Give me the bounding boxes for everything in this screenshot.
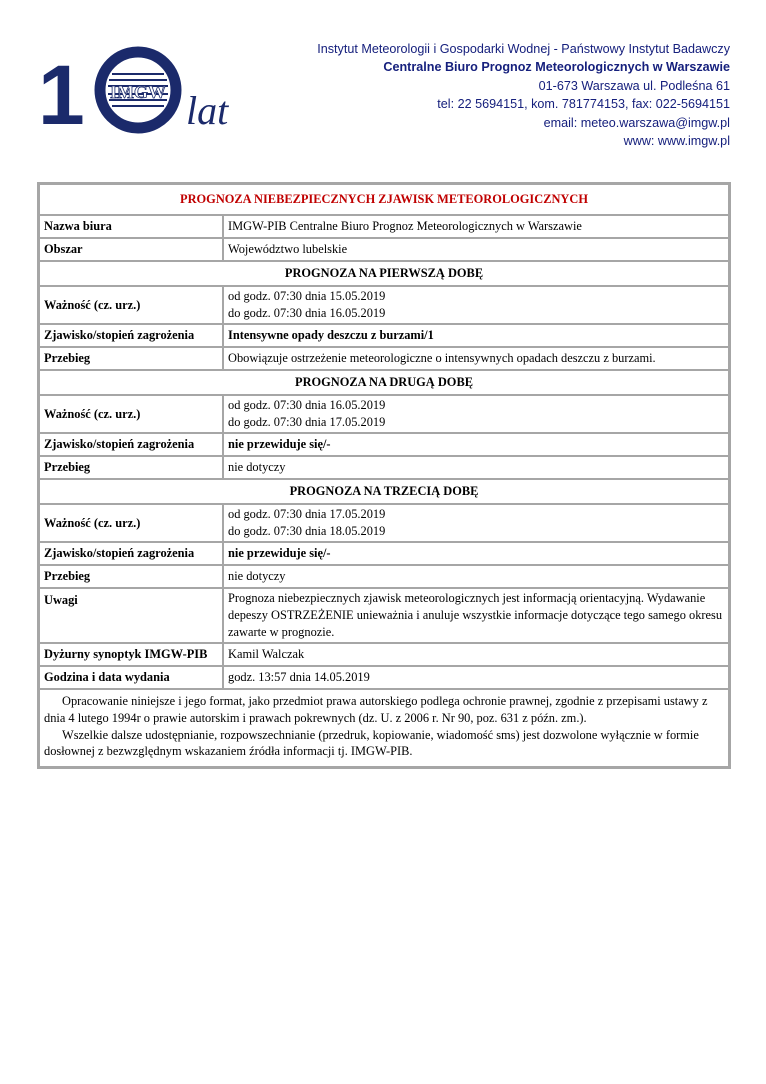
institute-name: Instytut Meteorologii i Gospodarki Wodnej - Państwowy Instytut Badawczy	[317, 42, 730, 56]
imgw-100-years-logo	[38, 44, 238, 134]
forecast-table	[37, 182, 731, 769]
remarks-label: Uwagi	[39, 588, 223, 643]
phone-fax: tel: 22 5694151, kom. 781774153, fax: 022-5694151	[437, 97, 730, 112]
issued-value: godz. 13:57 dnia 14.05.2019	[223, 666, 729, 689]
logo-script-text: lat	[186, 88, 229, 133]
day1-header: PROGNOZA NA PIERWSZĄ DOBĘ	[39, 261, 729, 286]
day3-phenomenon-label: Zjawisko/stopień zagrożenia	[39, 542, 223, 565]
day2-phenomenon-value: nie przewiduje się/-	[223, 433, 729, 456]
office-label: Nazwa biura	[39, 215, 223, 238]
email[interactable]: email: meteo.warszawa@imgw.pl	[543, 115, 730, 130]
day3-validity-value	[223, 504, 729, 542]
forecaster-value: Kamil Walczak	[223, 643, 729, 666]
day1-course-value: Obowiązuje ostrzeżenie meteorologiczne o intensywnych opadach deszczu z burzami.	[223, 347, 729, 370]
day1-course-label: Przebieg	[39, 347, 223, 370]
day2-header: PROGNOZA NA DRUGĄ DOBĘ	[39, 370, 729, 395]
institute-info	[250, 40, 730, 150]
office-name: Centralne Biuro Prognoz Meteorologicznych w Warszawie	[383, 60, 730, 75]
day3-header: PROGNOZA NA TRZECIĄ DOBĘ	[39, 479, 729, 504]
day3-course-value: nie dotyczy	[223, 565, 729, 588]
day3-phenomenon-value: nie przewiduje się/-	[223, 542, 729, 565]
address: 01-673 Warszawa ul. Podleśna 61	[538, 78, 730, 93]
day2-course-value: nie dotyczy	[223, 456, 729, 479]
day1-phenomenon-label: Zjawisko/stopień zagrożenia	[39, 324, 223, 347]
office-value: IMGW-PIB Centralne Biuro Prognoz Meteorologicznych w Warszawie	[223, 215, 729, 238]
area-label: Obszar	[39, 238, 223, 261]
day1-validity-label: Ważność (cz. urz.)	[39, 286, 223, 324]
day3-validity-to: do godz. 07:30 dnia 18.05.2019	[228, 524, 386, 538]
document-title: PROGNOZA NIEBEZPIECZNYCH ZJAWISK METEOROLOGICZNYCH	[39, 184, 729, 215]
logo-circle-text: IMGW	[110, 82, 166, 102]
day3-validity-label: Ważność (cz. urz.)	[39, 504, 223, 542]
day2-phenomenon-label: Zjawisko/stopień zagrożenia	[39, 433, 223, 456]
day2-course-label: Przebieg	[39, 456, 223, 479]
logo-number: 1	[38, 48, 85, 134]
day2-validity-from: od godz. 07:30 dnia 16.05.2019	[228, 398, 386, 413]
copyright-paragraph-1: Opracowanie niniejsze i jego format, jako przedmiot prawa autorskiego podlega ochronie prawnej, zgodnie z przepisami ustawy z dnia 4 lutego 1994r o prawie autorskim i prawach pokrewnych (dz. U. z 2006 r. Nr 90, poz. 631 z późn. zm.).	[44, 694, 708, 725]
logo-graphic	[38, 44, 238, 134]
day1-validity-from: od godz. 07:30 dnia 15.05.2019	[228, 289, 386, 304]
website[interactable]: www: www.imgw.pl	[623, 134, 730, 149]
forecaster-label: Dyżurny synoptyk IMGW-PIB	[39, 643, 223, 666]
day2-validity-value	[223, 395, 729, 433]
day1-validity-value	[223, 286, 729, 324]
day1-phenomenon-value: Intensywne opady deszczu z burzami/1	[223, 324, 729, 347]
area-value: Województwo lubelskie	[223, 238, 729, 261]
copyright-notice	[39, 689, 729, 767]
remarks-value: Prognoza niebezpiecznych zjawisk meteorologicznych jest informacją orientacyjną. Wydawanie depeszy OSTRZEŻENIE unieważnia i anuluje wszystkie informacje dotyczące tego samego okresu zawarte w prognozie.	[223, 588, 729, 643]
issued-label: Godzina i data wydania	[39, 666, 223, 689]
day3-course-label: Przebieg	[39, 565, 223, 588]
day2-validity-to: do godz. 07:30 dnia 17.05.2019	[228, 415, 386, 429]
day2-validity-label: Ważność (cz. urz.)	[39, 395, 223, 433]
day3-validity-from: od godz. 07:30 dnia 17.05.2019	[228, 507, 386, 522]
copyright-paragraph-2: Wszelkie dalsze udostępnianie, rozpowszechnianie (przedruk, kopiowanie, wiadomość sms) jest dozwolone wyłącznie w formie dosłownej z bezwzględnym wskazaniem źródła informacji tj. IMGW-PIB.	[44, 727, 699, 759]
day1-validity-to: do godz. 07:30 dnia 16.05.2019	[228, 306, 386, 320]
